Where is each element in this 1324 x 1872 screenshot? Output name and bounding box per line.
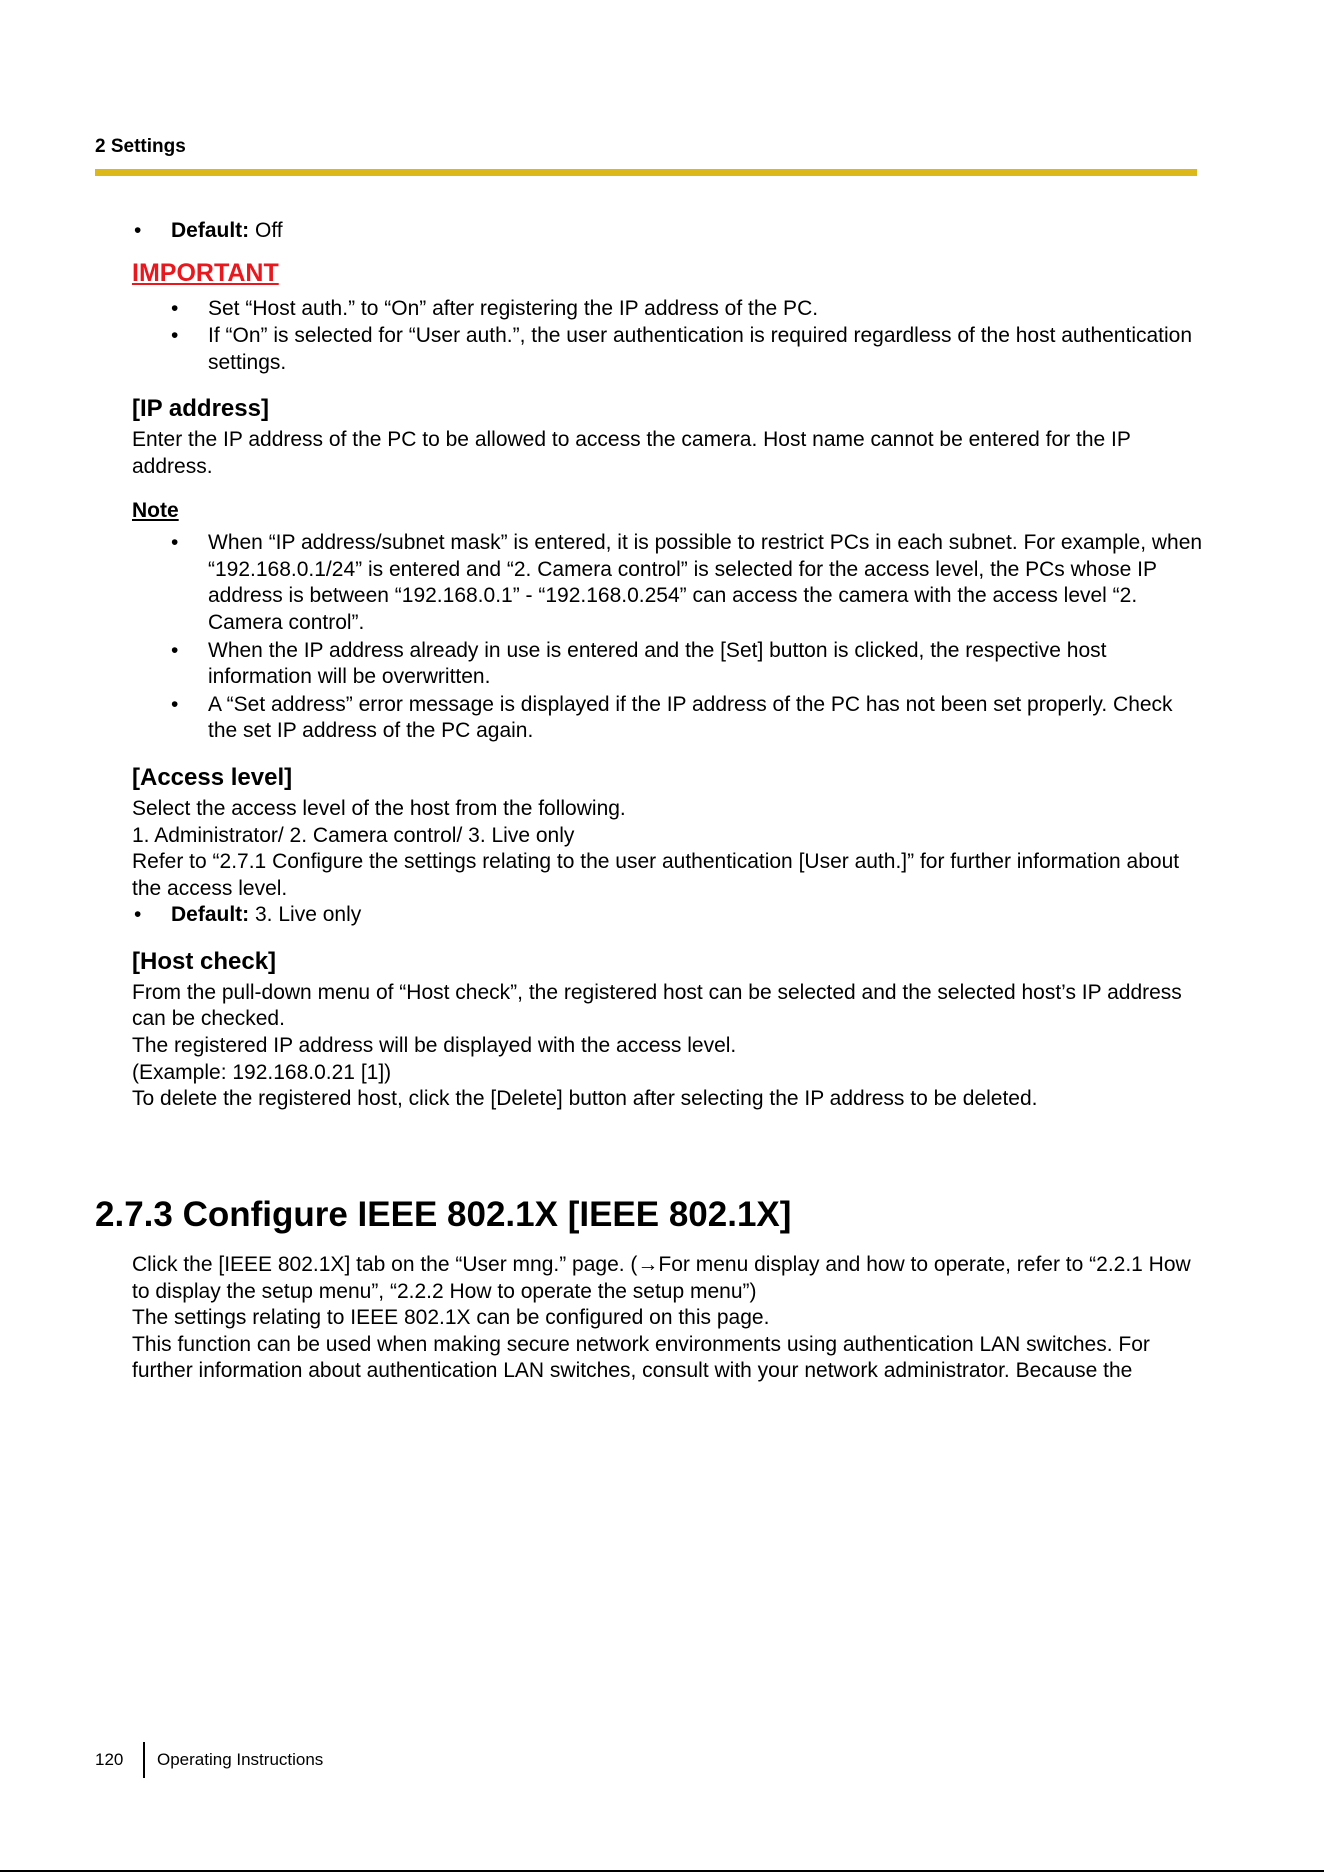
section-text: Click the [IEEE 802.1X] tab on the “User mng.” page. (→For menu display and how to operate, refer to “2.2.1 How to display the setup menu”, “2.2.2 How to operate the setup menu”) [132,1253,1191,1303]
note-item: • When the IP address already in use is entered and the [Set] button is clicked, the respective host information will be overwritten. [132,638,1207,691]
main-content [132,218,1207,1113]
access-level-options: 1. Administrator/ 2. Camera control/ 3. Live only [132,823,575,847]
access-level-reference: Refer to “2.7.1 Configure the settings relating to the user authentication [User auth.]” for further information about the access level. [132,850,1180,900]
note-item: • A “Set address” error message is displayed if the IP address of the PC has not been set properly. Check the set IP address of the PC again. [132,692,1207,745]
default-label: Default: [171,903,250,927]
important-heading: IMPORTANT [132,258,279,287]
host-check-text: From the pull-down menu of “Host check”, the registered host can be selected and the selected host’s IP address can be checked. [132,980,1182,1031]
default-value: 3. Live only [249,903,362,927]
access-level-heading: [Access level] [132,763,293,791]
note-item: • When “IP address/subnet mask” is entered, it is possible to restrict PCs in each subnet. For example, when “192.168.0.1/24” is entered and “2. Camera control” is selected for the access level, the PCs whose IP address is between “192.168.0.1” - “192.168.0.254” can access the camera with the access level “2. Camera control”. [132,530,1207,636]
running-header: 2 Settings [95,136,186,157]
section-heading: 2.7.3 Configure IEEE 802.1X [IEEE 802.1X] [95,1195,792,1234]
access-level-text: Select the access level of the host from the following. [132,796,626,820]
host-check-text: The registered IP address will be displayed with the access level. [132,1034,737,1058]
important-item: • Set “Host auth.” to “On” after registering the IP address of the PC. [132,296,1207,323]
host-check-text: To delete the registered host, click the [Delete] button after selecting the IP address to be deleted. [132,1087,1038,1111]
default-value: Off [249,219,283,242]
section-text: The settings relating to IEEE 802.1X can be configured on this page. [132,1306,770,1330]
header-rule [95,169,1197,176]
default-label: Default: [171,219,250,242]
document-title: Operating Instructions [157,1750,324,1769]
host-check-example: (Example: 192.168.0.21 [1]) [132,1060,392,1084]
default-off-item [132,218,1207,245]
note-heading: Note [132,498,179,522]
page-number: 120 [95,1750,124,1769]
access-level-default [132,902,1207,929]
ip-address-heading: [IP address] [132,395,269,423]
ip-address-text: Enter the IP address of the PC to be allowed to access the camera. Host name cannot be entered for the IP address. [132,428,1131,478]
important-item: • If “On” is selected for “User auth.”, the user authentication is required regardless of the host authentication settings. [132,323,1207,376]
footer-divider [143,1742,145,1778]
host-check-heading: [Host check] [132,947,277,975]
section-body [132,1252,1207,1385]
page-footer [95,1742,323,1778]
section-text: This function can be used when making secure network environments using authentication LAN switches. For further information about authentication LAN switches, consult with your network administrator. Because the [132,1332,1150,1383]
